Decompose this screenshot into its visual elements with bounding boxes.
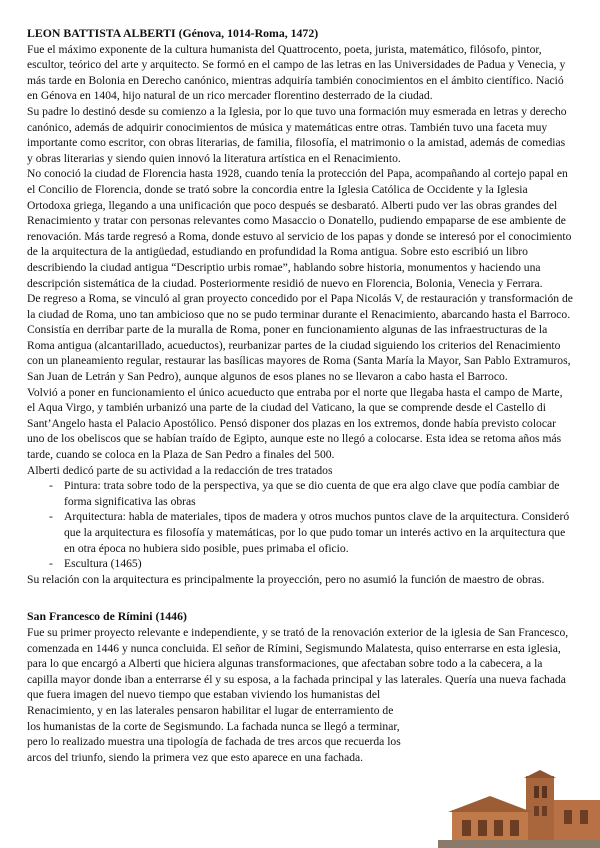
church-image [438, 770, 600, 848]
list-item: - Escultura (1465) [64, 556, 573, 572]
list-item: - Arquitectura: habla de materiales, tipos de madera y otros muchos puntos clave de la arquitectura. Consideró que la arquitectura es filosofía y matemáticas, por lo que pudo tomar un interés activo en la arquitectura que en otra época no hubiera sido posible, pues primaba el oficio. [64, 509, 573, 556]
document-body [27, 26, 573, 765]
section-heading-alberti: LEON BATTISTA ALBERTI (Génova, 1014-Roma, 1472) [27, 26, 319, 40]
church-photo [438, 770, 600, 848]
section-heading-san-francesco: San Francesco de Rímini (1446) [27, 609, 187, 624]
paragraph: Volvió a poner en funcionamiento el único acueducto que entraba por el norte que llegaba hasta el campo de Marte, el Aqua Virgo, y también urbanizó una parte de la ciudad del Vaticano, la que se comprende desde el Castello di Sant’Angelo hasta el Palacio Apostólico. Pensó disponer dos plazas en los extremos, donde había previsto colocar uno de los obeliscos que se habían traído de Egipto, aunque este no llegó a colocarse. Esta idea se retoma años más tarde, cuando se coloca en la Plaza de San Pedro a finales del 500. [27, 385, 563, 462]
paragraph: Su padre lo destinó desde su comienzo a la Iglesia, por lo que tuvo una formación muy esmerada en letras y derecho canónico, además de adquirir conocimientos de música y matemáticas entre otras. También tuvo una faceta muy importante como escritor, con obras literarias, de familia, filosofía, el matrimonio o la amistad, además de comedias y obras literarias y siendo quien innovó la literatura artística en el Renacimiento. [27, 104, 567, 165]
paragraph: No conoció la ciudad de Florencia hasta 1928, cuando tenía la protección del Papa, acompañando al cortejo papal en el Concilio de Florencia, donde se trató sobre la concordia entre la Iglesia Católica de Occidente y la Iglesia Ortodoxa griega, llegando a una unificación que poco después se desbarató. Alberti pudo ver las obras grandes del Renacimiento y tratar con personas relevantes como Masaccio o Donatello, pudiendo empaparse de ese ambiente de renovación. Más tarde regresó a Roma, donde estuvo al servicio de los papas y donde se interesó por el conocimiento de la arquitectura de la antigüedad, estudiando en profundidad la Roma antigua. Sobre esto escribió un libro describiendo la ciudad antigua “Descriptio urbis romae”, hablando sobre historia, monumentos y haciendo una descripción sistemática de la ciudad. Posteriormente residió de nuevo en Florencia, Bolonia, Venecia y Ferrara. [27, 167, 572, 290]
paragraph: Fue su primer proyecto relevante e independiente, y se trató de la renovación exterior de la iglesia de San Francesco, comenzada en 1446 y nunca concluida. El señor de Rímini, Segismundo Malatesta, quiso enterrarse en esta iglesia, para lo que encargó a Alberti que hiciera algunas transformaciones, que afectaban sobre todo a la cabecera, a la capilla mayor donde iban a enterrarse él y su esposa, a la fachada principal y las laterales. Quería una nueva fachada que fuera imagen del nuevo tiempo que estaban viviendo los humanistas del [27, 625, 569, 702]
treatises-list [27, 478, 573, 572]
paragraph: Renacimiento, y en las laterales pensaron habilitar el lugar de enterramiento de los humanistas de la corte de Segismundo. La fachada nunca se llegó a terminar, pero lo realizado muestra una tipología de fachada de tres arcos que recuerda los arcos del triunfo, siendo la primera vez que esto aparece en una fachada. [27, 703, 401, 764]
list-item: - Pintura: trata sobre todo de la perspectiva, ya que se dio cuenta de que era algo clave que podía cambiar de forma significativa las obras [64, 478, 573, 509]
paragraph: De regreso a Roma, se vinculó al gran proyecto concedido por el Papa Nicolás V, de restauración y transformación de la ciudad de Roma, uno tan ambicioso que no se pudo terminar durante el Renacimiento, abarcando hasta el Barroco. Consistía en derribar parte de la muralla de Roma, poner en funcionamiento algunas de las infraestructuras de la Roma antigua (alcantarillado, acueductos), reurbanizar partes de la ciudad siguiendo los criterios del Renacimiento con un planeamiento regular, restaurar las basílicas mayores de Roma (Santa María la Mayor, San Pablo Extramuros, San Juan de Letrán y San Pedro), aunque algunos de esos planes no se llevaron a cabo hasta el Barroco. [27, 292, 573, 384]
paragraph: Alberti dedicó parte de su actividad a la redacción de tres tratados [27, 463, 333, 477]
paragraph: Su relación con la arquitectura es principalmente la proyección, pero no asumió la función de maestro de obras. [27, 572, 545, 586]
paragraph: Fue el máximo exponente de la cultura humanista del Quattrocento, poeta, jurista, matemático, filósofo, pintor, escultor, teórico del arte y arquitecto. Se formó en el campo de las letras en las Universidades de Padua y Venecia, y más tarde en Bolonia en Derecho canónico, mientras adquiría también conocimientos en el ámbito científico. Nació en Génova en 1404, hijo natural de un rico mercader florentino desterrado de la ciudad. [27, 42, 566, 103]
